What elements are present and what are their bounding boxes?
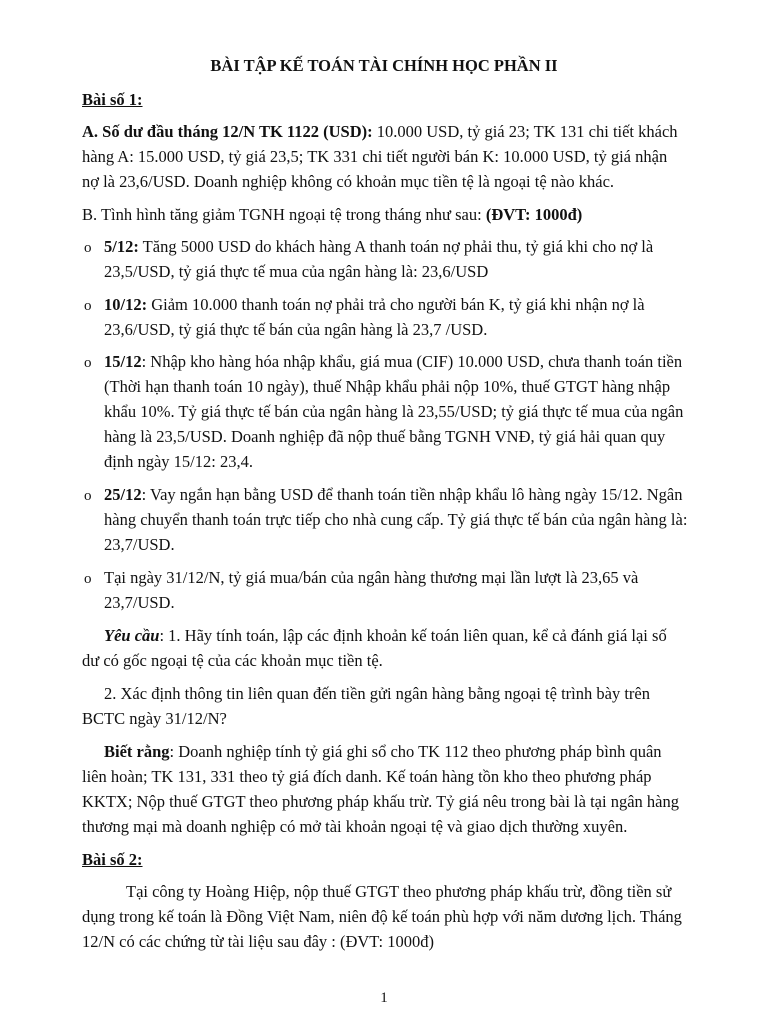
bai2-heading: Bài số 2: (82, 850, 143, 869)
bietrang-text: : Doanh nghiệp tính tỷ giá ghi sổ cho TK 112 theo phương pháp bình quân (169, 742, 662, 761)
item3-text: : Nhập kho hàng hóa nhập khẩu, giá mua (CIF) 10.000 USD, chưa thanh toán tiền (141, 352, 683, 371)
bietrang-line3: KKTX; Nộp thuế GTGT theo phương pháp khấu trừ. Tỷ giá nêu trong bài là tại ngân hàng (82, 792, 679, 811)
yeucau-line2: dư có gốc ngoại tệ của các khoản mục tiền tệ. (82, 651, 383, 670)
yeucau-text: : 1. Hãy tính toán, lập các định khoản kế toán liên quan, kể cả đánh giá lại số (159, 626, 667, 645)
item4-line2: hàng chuyển thanh toán trực tiếp cho nhà cung cấp. Tỷ giá thực tế bán của ngân hàng là: (104, 510, 688, 529)
bullet-icon: o (84, 488, 92, 504)
bullet-icon: o (84, 571, 92, 587)
item4-date: 25/12 (104, 485, 142, 504)
item3-line4: hàng là 23,5/USD. Doanh nghiệp đã nộp thuế bằng TGNH VNĐ, tỷ giá hải quan quy (104, 427, 666, 446)
bietrang-label: Biết rằng (104, 742, 170, 761)
bai1-heading: Bài số 1: (82, 90, 143, 109)
item2-line2: 23,6/USD, tỷ giá thực tế bán của ngân hàng là 23,7 /USD. (104, 320, 488, 339)
bullet-icon: o (84, 298, 92, 314)
bai2-line3: 12/N có các chứng từ tài liệu sau đây : (ĐVT: 1000đ) (82, 932, 435, 951)
item4-line3: 23,7/USD. (104, 535, 175, 554)
item2-text: Giảm 10.000 thanh toán nợ phải trả cho người bán K, tỷ giá khi nhận nợ là (147, 295, 645, 314)
item3-date: 15/12 (104, 352, 142, 371)
item3-line2: (Thời hạn thanh toán 10 ngày), thuế Nhập khẩu phải nộp 10%, thuế GTGT hàng nhập (104, 377, 671, 396)
bullet-icon: o (84, 240, 92, 256)
item5-line1: Tại ngày 31/12/N, tỷ giá mua/bán của ngân hàng thương mại lần lượt là 23,65 và (104, 568, 639, 587)
item1-line1 (104, 237, 653, 257)
bietrang-line2: liên hoàn; TK 131, 331 theo tỷ giá đích danh. Kế toán hàng tồn kho theo phương pháp (82, 767, 652, 786)
item3-line5: định ngày 15/12: 23,4. (104, 452, 253, 471)
bullet-icon: o (84, 355, 92, 371)
sectionA-line1-text: 10.000 USD, tỷ giá 23; TK 131 chi tiết khách (372, 122, 678, 141)
bietrang-line1 (104, 742, 662, 762)
item1-text: Tăng 5000 USD do khách hàng A thanh toán nợ phải thu, tỷ giá khi cho nợ là (138, 237, 654, 256)
sectionA-label: A. Số dư đầu tháng 12/N TK 1122 (USD): (82, 122, 373, 141)
yeucau-line3: 2. Xác định thông tin liên quan đến tiền gửi ngân hàng bằng ngoại tệ trình bày trên (104, 684, 650, 703)
item2-line1 (104, 295, 645, 315)
yeucau-line1 (104, 626, 667, 646)
yeucau-line4: BCTC ngày 31/12/N? (82, 709, 227, 728)
document-title: BÀI TẬP KẾ TOÁN TÀI CHÍNH HỌC PHẦN II (210, 56, 558, 75)
item3-line1 (104, 352, 682, 372)
item3-line3: khẩu 10%. Tỷ giá thực tế bán của ngân hàng là 23,55/USD; tỷ giá thực tế mua của ngân (104, 402, 684, 421)
sectionA-line2: hàng A: 15.000 USD, tỷ giá 23,5; TK 331 chi tiết người bán K: 10.000 USD, tỷ giá nhận (82, 147, 668, 166)
item1-date: 5/12: (104, 237, 139, 256)
sectionB-unit: (ĐVT: 1000đ) (485, 205, 583, 224)
bietrang-line4: thương mại mà doanh nghiệp có mở tài khoản ngoại tệ và giao dịch thường xuyên. (82, 817, 628, 836)
bai2-line2: dụng trong kế toán là Đồng Việt Nam, niên độ kế toán phù hợp với năm dương lịch. Tháng (82, 907, 682, 926)
page-number: 1 (380, 990, 388, 1006)
sectionA-line1 (82, 122, 678, 142)
sectionB-text: B. Tình hình tăng giảm TGNH ngoại tệ trong tháng như sau: (82, 205, 486, 224)
item4-line1 (104, 485, 682, 505)
item2-date: 10/12: (104, 295, 148, 314)
item4-text: : Vay ngắn hạn bằng USD để thanh toán tiền nhập khẩu lô hàng ngày 15/12. Ngân (141, 485, 683, 504)
yeucau-label: Yêu cầu (104, 626, 160, 645)
sectionB-line (82, 205, 582, 225)
bai2-line1: Tại công ty Hoàng Hiệp, nộp thuế GTGT theo phương pháp khấu trừ, đồng tiền sử (126, 882, 672, 901)
sectionA-line3: nợ là 23,6/USD. Doanh nghiệp không có khoản mục tiền tệ là ngoại tệ nào khác. (82, 172, 615, 191)
item5-line2: 23,7/USD. (104, 593, 175, 612)
item1-line2: 23,5/USD, tỷ giá thực tế mua của ngân hàng là: 23,6/USD (104, 262, 489, 281)
